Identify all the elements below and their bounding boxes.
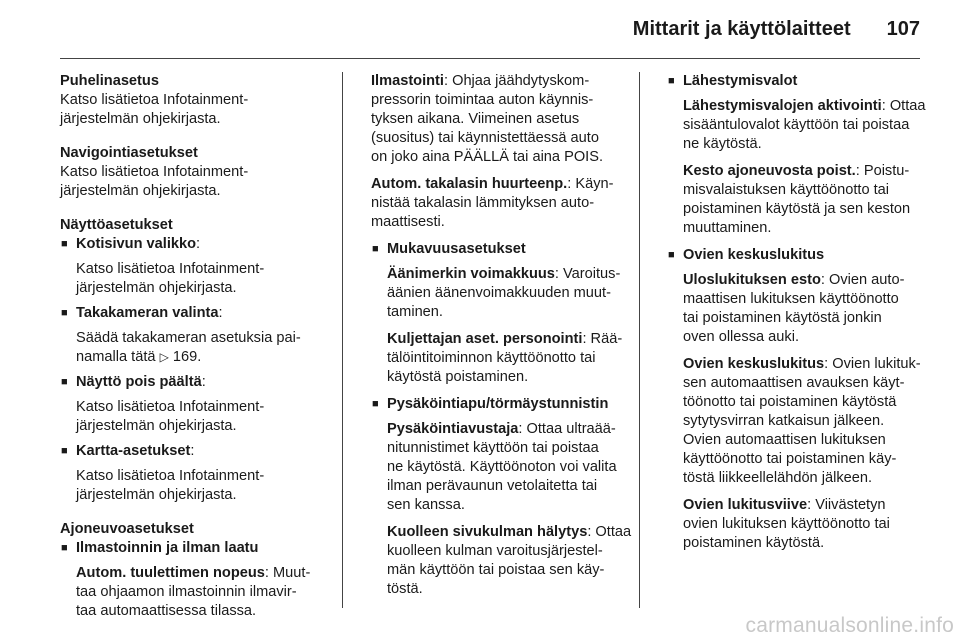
text-line: Katso lisätietoa Infotainment- bbox=[60, 164, 249, 180]
bullet-item: ■ Takakameran valinta: bbox=[60, 304, 330, 323]
text-line: ne käytöstä. bbox=[683, 136, 762, 152]
text-line: (suositus) tai käynnistettäessä auto bbox=[371, 130, 599, 146]
term: Äänimerkin voimakkuus bbox=[387, 266, 555, 282]
setting-item bbox=[371, 175, 625, 232]
text-line: töstä liikkeellelähdön jälkeen. bbox=[683, 470, 873, 486]
section-display-settings bbox=[60, 216, 330, 505]
section-title: Puhelinasetus bbox=[60, 73, 159, 89]
bullet-item: ■ Ilmastoinnin ja ilman laatu bbox=[60, 539, 330, 558]
bullet-label: Takakameran valinta bbox=[76, 305, 219, 321]
setting-item bbox=[667, 271, 923, 347]
text-span: : Ottaa ultraää- bbox=[518, 421, 616, 437]
text-line bbox=[387, 420, 625, 439]
text-span: : Varoitus- bbox=[554, 266, 621, 282]
text-line bbox=[683, 271, 923, 290]
setting-item bbox=[667, 162, 923, 238]
text-line: män käyttöön tai poistaa sen käy- bbox=[387, 562, 605, 578]
text-line: tälöintitoiminnon käyttöönotto tai bbox=[387, 350, 596, 366]
bullet-item: ■ Kartta-asetukset: bbox=[60, 442, 330, 461]
text-line: järjestelmän ohjekirjasta. bbox=[76, 418, 237, 434]
setting-item bbox=[371, 330, 625, 387]
bullet-item: ■ Pysäköintiapu/törmäystunnistin bbox=[371, 395, 625, 414]
column-divider bbox=[639, 72, 640, 608]
text-line: järjestelmän ohjekirjasta. bbox=[76, 280, 237, 296]
column-1 bbox=[60, 72, 330, 636]
bullet-body bbox=[60, 329, 330, 367]
text-line: Säädä takakameran asetuksia pai- bbox=[76, 330, 301, 346]
text-line: kuolleen kulman varoitusjärjestel- bbox=[387, 543, 603, 559]
text-line: sen kanssa. bbox=[387, 497, 465, 513]
text-line bbox=[76, 564, 330, 583]
text-line bbox=[387, 265, 625, 284]
setting-item bbox=[371, 265, 625, 322]
term: Kuljettajan aset. personointi bbox=[387, 331, 583, 347]
text-line: muuttaminen. bbox=[683, 220, 772, 236]
column-divider bbox=[342, 72, 343, 608]
text-span: : Ovien lukituk- bbox=[824, 356, 921, 372]
text-span: : Poistu- bbox=[855, 163, 910, 179]
text-line: käytöstä poistaminen. bbox=[387, 369, 529, 385]
text-line: taminen. bbox=[387, 304, 443, 320]
text-line bbox=[683, 496, 923, 515]
term: Pysäköintiavustaja bbox=[387, 421, 519, 437]
bullet-body bbox=[60, 260, 330, 298]
term: Autom. tuulettimen nopeus bbox=[76, 565, 265, 581]
text-line: järjestelmän ohjekirjasta. bbox=[60, 183, 221, 199]
bullet-body bbox=[60, 467, 330, 505]
text-line: maattisen lukituksen käyttöönotto bbox=[683, 291, 899, 307]
text-line: ovien lukituksen käyttöönotto tai bbox=[683, 516, 890, 532]
text-line bbox=[683, 355, 923, 374]
bullet-label: Näyttö pois päältä bbox=[76, 374, 202, 390]
text-line bbox=[683, 162, 923, 181]
text-span: : Käyn- bbox=[567, 176, 614, 192]
text-line: oven ollessa auki. bbox=[683, 329, 800, 345]
bullet-item: ■ Näyttö pois päältä: bbox=[60, 373, 330, 392]
text-line: sen automaattisen avauksen käyt- bbox=[683, 375, 905, 391]
setting-item bbox=[667, 355, 923, 488]
text-line: järjestelmän ohjekirjasta. bbox=[76, 487, 237, 503]
text-line: järjestelmän ohjekirjasta. bbox=[60, 111, 221, 127]
column-3 bbox=[667, 72, 926, 561]
page-header bbox=[633, 18, 920, 48]
text-line: pressorin toimintaa auton käynnis- bbox=[371, 92, 594, 108]
text-line: sisääntulovalot käyttöön tai poistaa bbox=[683, 117, 910, 133]
watermark: carmanualsonline.info bbox=[745, 614, 954, 637]
page-ref-arrow-icon: ▷ bbox=[159, 350, 169, 364]
text-line bbox=[683, 97, 926, 116]
text-line: misvalaistuksen käyttöönotto tai bbox=[683, 182, 890, 198]
text-line: Katso lisätietoa Infotainment- bbox=[76, 261, 265, 277]
text-line: nistää takalasin lämmityksen auto- bbox=[371, 195, 595, 211]
text-line bbox=[76, 348, 330, 367]
section-vehicle-settings bbox=[60, 520, 330, 621]
header-rule bbox=[60, 58, 920, 59]
term: Uloslukituksen esto bbox=[683, 272, 821, 288]
text-line: töönotto tai poistaminen käytöstä bbox=[683, 394, 897, 410]
page-title: Mittarit ja käyttölaitteet bbox=[632, 18, 851, 40]
text-line: äänien äänenvoimakkuuden muut- bbox=[387, 285, 611, 301]
text-line: Ovien automaattisen lukituksen bbox=[683, 432, 886, 448]
text-line: poistaminen käytöstä. bbox=[683, 535, 825, 551]
bullet-item: ■ Lähestymisvalot bbox=[667, 72, 923, 91]
text-span: : Viivästetyn bbox=[807, 497, 886, 513]
section-title: Ajoneuvoasetukset bbox=[60, 521, 194, 537]
text-line: maattisesti. bbox=[371, 214, 445, 230]
setting-item bbox=[667, 97, 926, 154]
bullet-item: ■ Mukavuusasetukset bbox=[371, 240, 625, 259]
text-line: taa automaattisessa tilassa. bbox=[76, 603, 257, 619]
text-span: : Ohjaa jäähdytyskom- bbox=[443, 73, 590, 89]
term: Ovien keskuslukitus bbox=[683, 356, 825, 372]
text-line: nitunnistimet käyttöön tai poistaa bbox=[387, 440, 599, 456]
section-phone-settings bbox=[60, 72, 330, 129]
text-line: poistaminen käytöstä ja sen keston bbox=[683, 201, 911, 217]
term: Ilmastointi bbox=[371, 73, 444, 89]
section-title: Navigointiasetukset bbox=[60, 145, 198, 161]
bullet-body bbox=[60, 564, 330, 621]
text-line: tai poistaminen käytöstä jonkin bbox=[683, 310, 882, 326]
bullet-label: Kotisivun valikko bbox=[76, 236, 197, 252]
text-span: : Rää- bbox=[582, 331, 623, 347]
section-navigation-settings bbox=[60, 144, 330, 201]
text-span: : Ottaa bbox=[587, 524, 632, 540]
term: Lähestymisvalojen aktivointi bbox=[683, 98, 882, 114]
text-span: namalla tätä bbox=[76, 349, 160, 365]
setting-item bbox=[371, 420, 625, 515]
section-title: Näyttöasetukset bbox=[60, 217, 173, 233]
setting-item bbox=[667, 496, 923, 553]
text-line bbox=[387, 330, 625, 349]
text-line: käyttöönotto tai poistaminen käy- bbox=[683, 451, 897, 467]
text-line: taa ohjaamon ilmastoinnin ilmavir- bbox=[76, 584, 297, 600]
page-ref-number: 169. bbox=[168, 349, 202, 365]
text-line: Katso lisätietoa Infotainment- bbox=[60, 92, 249, 108]
text-line: tyksen aikana. Viimeinen asetus bbox=[371, 111, 580, 127]
bullet-label: Kartta-asetukset bbox=[76, 443, 191, 459]
text-line: on joko aina PÄÄLLÄ tai aina POIS. bbox=[371, 149, 604, 165]
bullet-item: ■ Kotisivun valikko: bbox=[60, 235, 330, 254]
text-span: : Ovien auto- bbox=[820, 272, 905, 288]
text-span: : Ottaa bbox=[881, 98, 926, 114]
text-line: töstä. bbox=[387, 581, 423, 597]
text-line: Katso lisätietoa Infotainment- bbox=[76, 399, 265, 415]
text-line bbox=[371, 175, 625, 194]
text-line: ilman perävaunun vetolaitetta tai bbox=[387, 478, 598, 494]
term: Kesto ajoneuvosta poist. bbox=[683, 163, 856, 179]
column-2 bbox=[371, 72, 632, 607]
text-line: ne käytöstä. Käyttöönoton voi valita bbox=[387, 459, 617, 475]
setting-item bbox=[371, 523, 632, 599]
term: Kuolleen sivukulman hälytys bbox=[387, 524, 588, 540]
bullet-item: ■ Ovien keskuslukitus bbox=[667, 246, 923, 265]
term: Autom. takalasin huurteenp. bbox=[371, 176, 568, 192]
text-span: : Muut- bbox=[264, 565, 311, 581]
text-line: Katso lisätietoa Infotainment- bbox=[76, 468, 265, 484]
setting-item bbox=[371, 72, 625, 167]
bullet-body bbox=[60, 398, 330, 436]
text-line: sytytysvirran katkaisun jälkeen. bbox=[683, 413, 885, 429]
text-line bbox=[387, 523, 632, 542]
page-number: 107 bbox=[886, 18, 920, 40]
text-line bbox=[371, 72, 625, 91]
term: Ovien lukitusviive bbox=[683, 497, 808, 513]
